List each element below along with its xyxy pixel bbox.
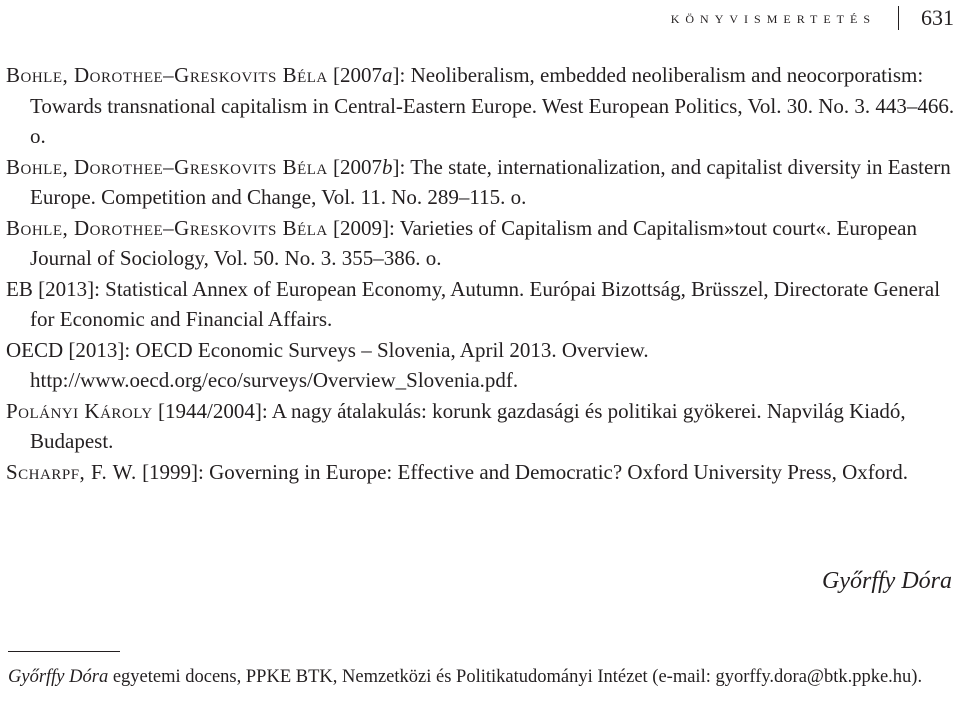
reference-year: [2007 [327,63,382,87]
footnote-text: egyetemi docens, PPKE BTK, Nemzetközi és Politikatudományi Intézet (e-mail: gyorffy.dora@btk.ppke.hu). [108,667,923,687]
reference-list [6,60,960,487]
reference-year-end: ]: [392,154,411,179]
reference-authors: Bohle, Dorothee–Greskovits Béla [6,63,328,87]
reference-year: [1944/2004]: [152,398,272,423]
reference-authors: Polányi Károly [6,398,153,423]
reference-text[interactable]: OECD Economic Surveys – Slovenia, April 2013. Overview. http://www.oecd.org/eco/surveys/Overview_Slovenia.pdf. [30,337,649,392]
reference-year-letter: a [382,63,393,87]
reference-authors: Scharpf, F. W. [6,459,137,484]
reference-authors: Bohle, Dorothee–Greskovits Béla [6,154,328,179]
reference-text: A nagy átalakulás: korunk gazdasági és politikai gyökerei. Napvilág Kiadó, Budapest. [30,398,906,453]
footnote-author-name: Győrffy Dóra [8,667,109,687]
running-head: könyvismertetés [670,8,876,27]
page-number: 631 [921,5,954,30]
reference-item [6,457,960,488]
reference-item [6,274,960,335]
reference-item [6,396,960,457]
reference-item [6,213,960,274]
reference-authors: Bohle, Dorothee–Greskovits Béla [6,215,328,240]
reference-year: [2007 [327,154,382,179]
page-header [671,2,954,34]
reference-item [6,60,960,152]
reference-year-letter: b [382,154,393,179]
reference-text: Statistical Annex of European Economy, Autumn. Európai Bizottság, Brüsszel, Directorate General for Economic and Financial Affairs. [30,276,941,331]
reference-item [6,152,960,213]
reference-year: [1999]: [136,459,210,484]
reference-text: Varieties of Capitalism and Capitalism»tout court«. European Journal of Sociology, Vol. 50. No. 3. 355–386. o. [30,215,918,270]
footnote-rule [8,651,120,652]
reference-item [6,335,960,396]
review-author-signature: Győrffy Dóra [822,568,952,594]
reference-year: EB [2013]: [6,276,106,301]
author-footnote [8,664,960,691]
reference-text: The state, internationalization, and capitalist diversity in Eastern Europe. Competition and Change, Vol. 11. No. 289–115. o. [30,154,951,209]
reference-text: Neoliberalism, embedded neoliberalism and neocorporatism: Towards transnational capitalism in Central-Eastern Europe. West European Politics, Vol. 30. No. 3. 443–466. o. [30,63,955,148]
reference-year: OECD [2013]: [6,337,136,362]
reference-year: [2009]: [327,215,400,240]
reference-text: Governing in Europe: Effective and Democratic? Oxford University Press, Oxford. [209,459,908,484]
reference-year-end: ]: [392,63,411,87]
